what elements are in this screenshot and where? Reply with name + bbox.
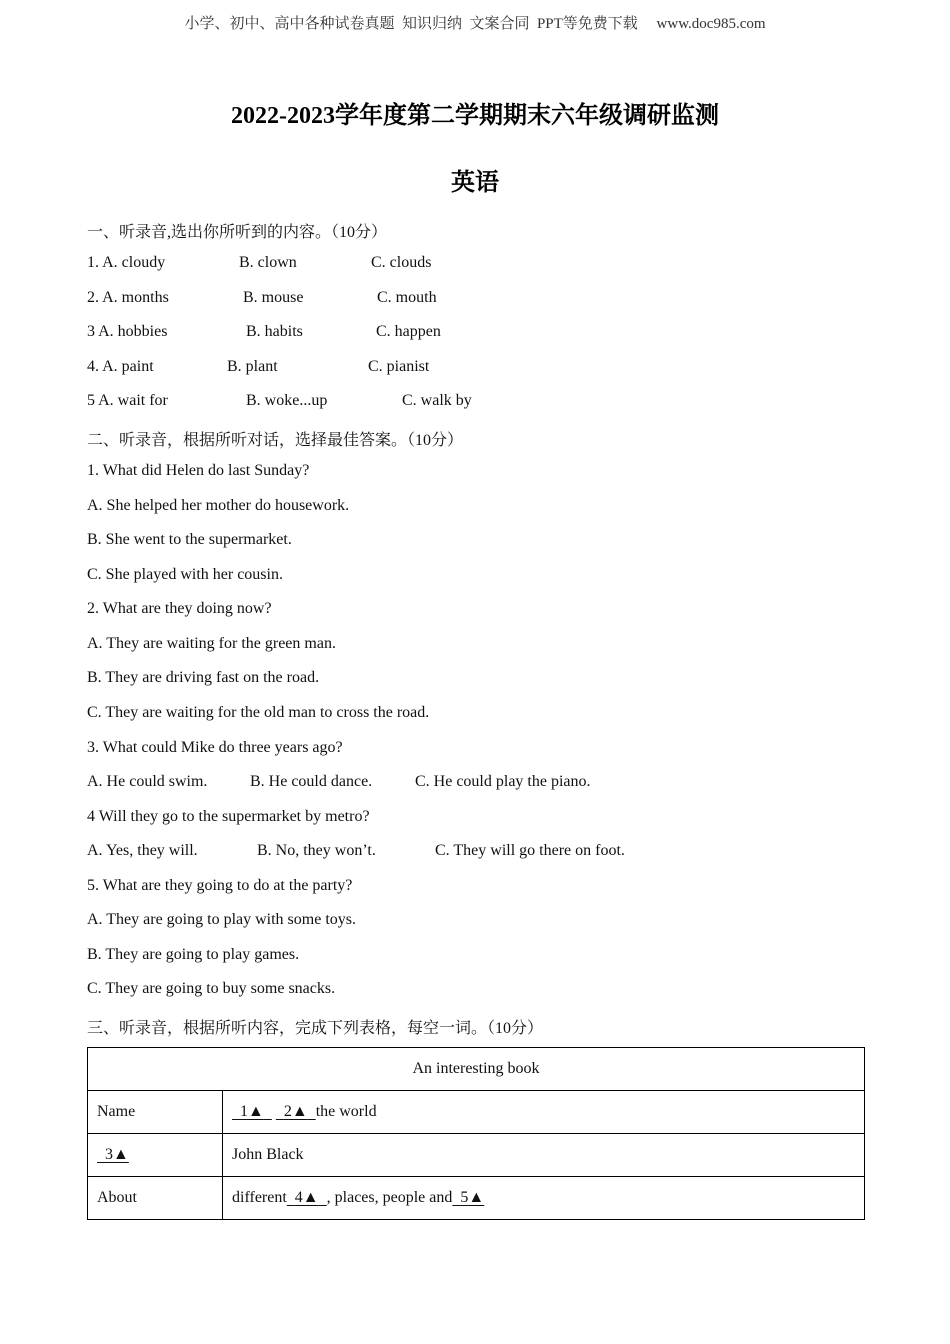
s1-item1-b: B. clown: [239, 254, 297, 271]
s2-q2-c: C. They are waiting for the old man to cross the road.: [87, 704, 430, 721]
s2-q3-c: C. He could play the piano.: [415, 773, 591, 790]
section3-heading: 三、听录音，根据所听内容，完成下列表格，每空一词。（10分）: [87, 1020, 544, 1037]
s2-q1-a: A. She helped her mother do housework.: [87, 497, 350, 514]
s2-q5-c: C. They are going to buy some snacks.: [87, 980, 336, 997]
s1-item3-c: C. happen: [376, 323, 441, 340]
s2-q3: 3. What could Mike do three years ago?: [87, 739, 343, 756]
s2-q1: 1. What did Helen do last Sunday?: [87, 462, 310, 479]
table-row: [88, 1048, 865, 1091]
s2-q5: 5. What are they going to do at the party?: [87, 877, 353, 894]
author-value: John Black: [223, 1134, 865, 1177]
s1-item3-b: B. habits: [246, 323, 303, 340]
s2-q2-b: B. They are driving fast on the road.: [87, 669, 320, 686]
table-row: [88, 1177, 865, 1220]
blank-1: 1▲: [240, 1103, 264, 1120]
table-title: An interesting book: [88, 1048, 865, 1091]
blank-4: 4▲: [294, 1189, 319, 1206]
page-header: 小学、初中、高中各种试卷真题 知识归纳 文案合同 PPT等免费下载 www.doc985.com: [184, 16, 766, 32]
name-text: the world: [315, 1103, 377, 1120]
table-row: [88, 1134, 865, 1177]
s1-item1-c: C. clouds: [371, 254, 432, 271]
name-value: [223, 1091, 865, 1134]
s1-item5-b: B. woke...up: [246, 392, 328, 409]
s1-item5-c: C. walk by: [402, 392, 472, 409]
s2-q5-b: B. They are going to play games.: [87, 946, 300, 963]
exam-title: 2022-2023学年度第二学期期末六年级调研监测: [231, 103, 719, 129]
s2-q2-a: A. They are waiting for the green man.: [87, 635, 336, 652]
s2-q1-b: B. She went to the supermarket.: [87, 531, 292, 548]
s2-q3-b: B. He could dance.: [250, 773, 373, 790]
s2-q1-c: C. She played with her cousin.: [87, 566, 283, 583]
s1-item4-a: 4. A. paint: [87, 358, 154, 375]
section2-heading: 二、听录音，根据所听对话，选择最佳答案。（10分）: [87, 432, 464, 449]
s2-q4: 4 Will they go to the supermarket by metro?: [87, 808, 370, 825]
subject-title: 英语: [451, 170, 499, 196]
s2-q4-a: A. Yes, they will.: [87, 842, 198, 859]
s1-item4-b: B. plant: [227, 358, 278, 375]
blank-2: 2▲: [283, 1103, 308, 1120]
s1-item3-a: 3 A. hobbies: [87, 323, 168, 340]
s2-q2: 2. What are they doing now?: [87, 600, 272, 617]
s1-item2-c: C. mouth: [377, 289, 437, 306]
blank-5: 5▲: [460, 1189, 485, 1206]
s1-item2-b: B. mouse: [243, 289, 304, 306]
blank-3: 3▲: [88, 1134, 223, 1177]
section1-heading: 一、听录音,选出你所听到的内容。（10分）: [87, 224, 388, 241]
s1-item1-a: 1. A. cloudy: [87, 254, 166, 271]
name-label: Name: [88, 1091, 223, 1134]
about-value: different 4▲ , places, people and 5▲: [223, 1177, 865, 1220]
s2-q4-c: C. They will go there on foot.: [435, 842, 625, 859]
table-row: [88, 1091, 865, 1134]
book-table: [87, 1047, 865, 1220]
about-label: About: [88, 1177, 223, 1220]
s1-item2-a: 2. A. months: [87, 289, 169, 306]
s1-item5-a: 5 A. wait for: [87, 392, 168, 409]
s2-q4-b: B. No, they won’t.: [257, 842, 376, 859]
s2-q3-a: A. He could swim.: [87, 773, 208, 790]
s2-q5-a: A. They are going to play with some toys.: [87, 911, 356, 928]
s1-item4-c: C. pianist: [368, 358, 430, 375]
